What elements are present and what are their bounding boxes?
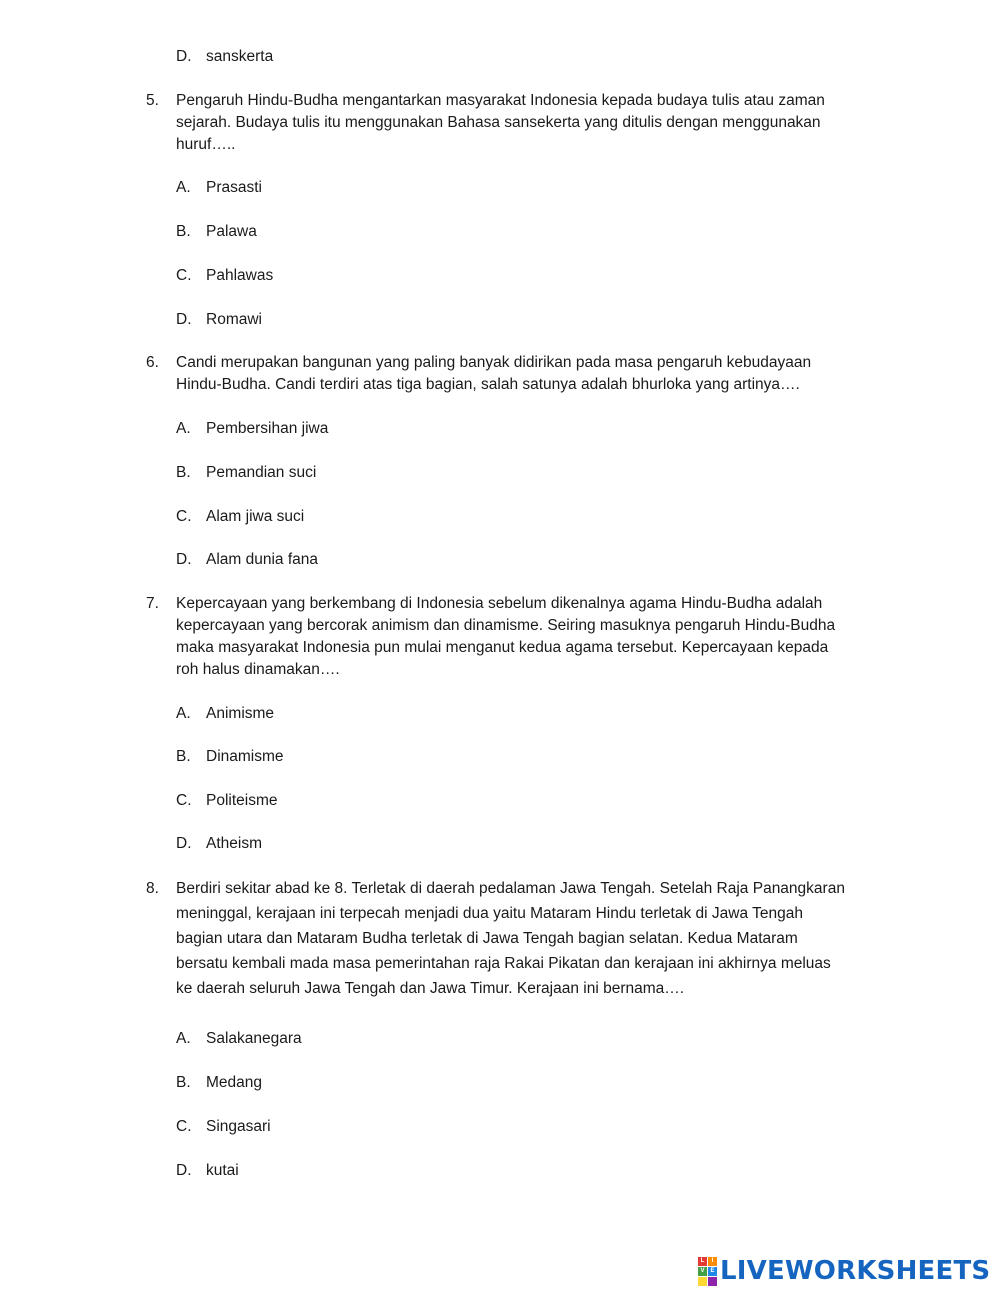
option-text: sanskerta [206, 48, 274, 65]
option-text: Alam dunia fana [206, 551, 319, 568]
option-b[interactable] [176, 746, 284, 768]
question-line: ke daerah seluruh Jawa Tengah dan Jawa Timur. Kerajaan ini bernama…. [176, 980, 685, 997]
option-c[interactable] [176, 506, 304, 528]
question-text [176, 593, 835, 681]
option-text: Medang [206, 1074, 263, 1091]
option-b[interactable] [176, 1072, 262, 1094]
logo-block: I [708, 1257, 717, 1266]
option-text: Romawi [206, 311, 262, 328]
option-letter: D. [176, 1162, 192, 1179]
logo-blocks-icon [698, 1257, 717, 1286]
question-line: huruf….. [176, 136, 236, 153]
logo-block [708, 1277, 717, 1286]
question-number: 6. [146, 354, 159, 371]
option-a[interactable] [176, 418, 328, 440]
question-line: sejarah. Budaya tulis itu menggunakan Bahasa sansekerta yang ditulis dengan menggunakan [176, 114, 821, 131]
option-text: Alam jiwa suci [206, 508, 305, 525]
question-line: maka masyarakat Indonesia pun mulai menganut kedua agama tersebut. Kepercayaan kepada [176, 639, 829, 656]
option-letter: C. [176, 508, 192, 525]
option-text: Animisme [206, 705, 275, 722]
option-a[interactable] [176, 1028, 302, 1050]
option-a[interactable] [176, 703, 274, 725]
option-letter: A. [176, 420, 191, 437]
question-line: kepercayaan yang bercorak animism dan dinamisme. Seiring masuknya pengaruh Hindu-Budha [176, 617, 836, 634]
question-line: Hindu-Budha. Candi terdiri atas tiga bagian, salah satunya adalah bhurloka yang artinya…. [176, 376, 800, 393]
option-d[interactable] [176, 549, 318, 571]
option-letter: D. [176, 311, 192, 328]
option-c[interactable] [176, 790, 278, 812]
option-letter: B. [176, 1074, 191, 1091]
option-prev-d[interactable] [176, 46, 273, 68]
option-text: Prasasti [206, 179, 262, 196]
option-text: Pemandian suci [206, 464, 317, 481]
option-b[interactable] [176, 462, 316, 484]
option-letter: D. [176, 835, 192, 852]
option-d[interactable] [176, 309, 262, 331]
question-line: Pengaruh Hindu-Budha mengantarkan masyarakat Indonesia kepada budaya tulis atau zaman [176, 92, 825, 109]
option-a[interactable] [176, 177, 262, 199]
question-line: Candi merupakan bangunan yang paling banyak didirikan pada masa pengaruh kebudayaan [176, 354, 812, 371]
option-c[interactable] [176, 1116, 271, 1138]
logo-block [698, 1277, 707, 1286]
option-letter: B. [176, 748, 191, 765]
question-number: 5. [146, 92, 159, 109]
option-d[interactable] [176, 833, 262, 855]
logo-block: E [708, 1267, 717, 1276]
option-text: Salakanegara [206, 1030, 302, 1047]
question-text [176, 90, 825, 156]
option-letter: B. [176, 464, 191, 481]
option-text: Pembersihan jiwa [206, 420, 329, 437]
option-text: Dinamisme [206, 748, 284, 765]
question-text [176, 876, 845, 1001]
logo-block: V [698, 1267, 707, 1276]
question-number: 8. [146, 880, 159, 897]
option-letter: A. [176, 1030, 191, 1047]
option-letter: B. [176, 223, 191, 240]
question-line: meninggal, kerajaan ini terpecah menjadi dua yaitu Mataram Hindu terletak di Jawa Tengah [176, 905, 803, 922]
logo-block: L [698, 1257, 707, 1266]
option-text: Palawa [206, 223, 257, 240]
question-line: Kepercayaan yang berkembang di Indonesia sebelum dikenalnya agama Hindu-Budha adalah [176, 595, 823, 612]
option-letter: D. [176, 48, 192, 65]
option-letter: C. [176, 1118, 192, 1135]
option-text: Atheism [206, 835, 262, 852]
option-letter: C. [176, 792, 192, 809]
option-d[interactable] [176, 1160, 239, 1182]
logo-wordmark: LIVEWORKSHEETS [720, 1256, 991, 1286]
option-letter: A. [176, 705, 191, 722]
question-text [176, 352, 811, 396]
option-text: Pahlawas [206, 267, 274, 284]
option-b[interactable] [176, 221, 257, 243]
option-text: Singasari [206, 1118, 271, 1135]
option-text: Politeisme [206, 792, 278, 809]
question-number: 7. [146, 595, 159, 612]
question-line: bersatu kembali mada masa pemerintahan raja Rakai Pikatan dan kerajaan ini akhirnya meluas [176, 955, 831, 972]
question-line: roh halus dinamakan…. [176, 661, 340, 678]
option-text: kutai [206, 1162, 239, 1179]
option-letter: A. [176, 179, 191, 196]
question-line: bagian utara dan Mataram Budha terletak di Jawa Tengah bagian selatan. Kedua Mataram [176, 930, 798, 947]
question-line: Berdiri sekitar abad ke 8. Terletak di daerah pedalaman Jawa Tengah. Setelah Raja Panangkaran [176, 880, 845, 897]
liveworksheets-logo [698, 1256, 990, 1286]
option-letter: C. [176, 267, 192, 284]
option-letter: D. [176, 551, 192, 568]
option-c[interactable] [176, 265, 273, 287]
